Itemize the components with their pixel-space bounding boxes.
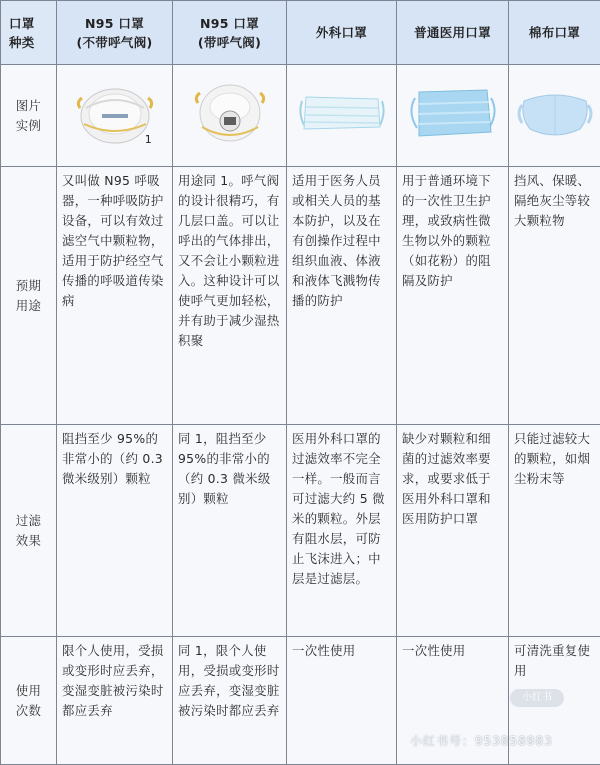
row-label-filter [1,425,57,637]
col-header-cloth [509,1,600,65]
image-cell-n95 [57,65,173,167]
header-row [1,1,600,65]
n95-valve-mask-icon [190,77,270,149]
times-cell-cloth: 可清洗重复使用 [509,637,600,765]
usage-cell-medical: 用于普通环境下的一次性卫生护理，或致病性微生物以外的颗粒（如花粉）的阻隔及防护 [397,167,509,425]
col-subtitle: (带呼气阀) [178,33,281,52]
times-cell-n95: 限个人使用，受损或变形时应丢弃，变湿变脏被污染时都应丢弃 [57,637,173,765]
usage-cell-n95-valve: 用途同 1。呼气阀的设计很精巧，有几层口盖。可以让呼出的气体排出，又不会让小颗粒进入。这种设计可以使呼气更加轻松，并有助于减少湿热积聚 [173,167,287,425]
col-title: N95 口罩 [178,14,281,33]
row-label: 预期 用途 [3,276,54,316]
col-title: N95 口罩 [62,14,167,33]
image-cell-medical [397,65,509,167]
filter-cell-cloth: 只能过滤较大的颗粒，如烟尘粉末等 [509,425,600,637]
usage-cell-cloth: 挡风、保暖、隔绝灰尘等较大颗粒物 [509,167,600,425]
filter-cell-n95: 阻挡至少 95%的非常小的（约 0.3 微米级别）颗粒 [57,425,173,637]
col-subtitle: (不带呼气阀) [62,33,167,52]
row-label-usage [1,167,57,425]
times-cell-surgical: 一次性使用 [287,637,397,765]
image-cell-cloth [509,65,600,167]
row-label-image [1,65,57,167]
col-header-n95-valve [173,1,287,65]
col-title: 外科口罩 [292,23,391,42]
photo-number: 1 [145,130,152,150]
usage-row [1,167,600,425]
watermark-badge: 小红书 [510,689,564,707]
row-label: 图片 实例 [3,96,54,136]
filter-cell-medical: 缺少对颗粒和细菌的过滤效率要求，或要求低于医用外科口罩和医用防护口罩 [397,425,509,637]
filter-cell-surgical: 医用外科口罩的过滤效率不完全一样。一般而言可过滤大约 5 微米的颗粒。外层有阻水层，可防止飞沫进入；中层是过滤层。 [287,425,397,637]
col-title: 普通医用口罩 [402,23,503,42]
watermark-id: 小红书号：953858983 [410,732,553,749]
filter-cell-n95-valve: 同 1，阻挡至少 95%的非常小的（约 0.3 微米级别）颗粒 [173,425,287,637]
col-header-n95-no-valve [57,1,173,65]
usage-cell-n95: 又叫做 N95 呼吸器，一种呼吸防护设备，可以有效过滤空气中颗粒物，适用于防护经空气传播的呼吸道传染病 [57,167,173,425]
row-label-times [1,637,57,765]
image-cell-n95-valve [173,65,287,167]
medical-mask-icon [405,80,501,146]
row-label: 过滤 效果 [3,511,54,551]
image-cell-surgical [287,65,397,167]
surgical-mask-icon [296,87,388,139]
times-cell-n95-valve: 同 1，限个人使用，受损或变形时应丢弃，变湿变脏被污染时都应丢弃 [173,637,287,765]
usage-cell-surgical: 适用于医务人员或相关人员的基本防护，以及在有创操作过程中组织血液、体液和液体飞溅物传播的防护 [287,167,397,425]
cloth-mask-icon [516,87,594,139]
filter-row [1,425,600,637]
corner-label: 口罩 种类 [9,14,51,52]
times-cell-medical: 一次性使用 [397,637,509,765]
col-title: 棉布口罩 [514,23,595,42]
col-header-medical [397,1,509,65]
image-row [1,65,600,167]
corner-header [1,1,57,65]
col-header-surgical [287,1,397,65]
row-label: 使用 次数 [3,681,54,721]
